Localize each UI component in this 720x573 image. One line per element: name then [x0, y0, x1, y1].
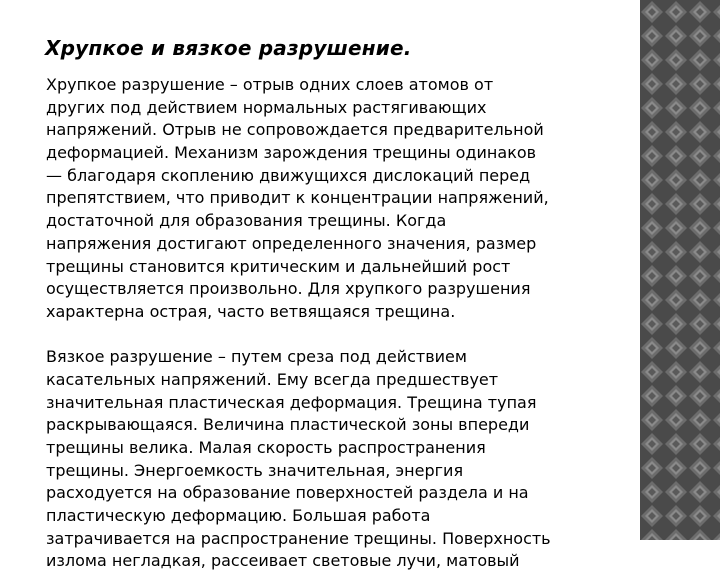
text-line: трещины велика. Малая скорость распространения — [46, 438, 486, 457]
text-line: значительная пластическая деформация. Трещина тупая — [46, 392, 537, 412]
paragraph-brittle-fracture — [46, 74, 626, 324]
text-line: раскрывающаяся. Величина пластической зоны впереди — [46, 415, 530, 435]
text-line: напряжения достигают определенного значения, размер — [46, 233, 537, 253]
paragraph-spacer — [46, 324, 626, 347]
text-line: пластическую деформацию. Большая работа — [46, 506, 431, 526]
slide-body — [46, 74, 626, 573]
text-line: напряжений. Отрыв не сопровождается предварительной — [46, 120, 544, 140]
text-line: осуществляется произвольно. Для хрупкого разрушения — [46, 279, 531, 299]
text-line: расходуется на образование поверхностей раздела и на — [46, 483, 529, 503]
paragraph-ductile-fracture — [46, 346, 626, 573]
text-line: достаточной для образования трещины. Когда — [46, 211, 447, 231]
text-line: трещины. Энергоемкость значительная, энергия — [46, 460, 464, 480]
diamond-pattern-icon — [640, 0, 720, 540]
text-line: — благодаря скоплению движущихся дислокаций перед — [46, 165, 531, 185]
text-line: других под действием нормальных растягивающих — [46, 97, 487, 117]
slide-title: Хрупкое и вязкое разрушение. — [45, 36, 412, 60]
text-line: препятствием, что приводит к концентрации напряжений, — [46, 188, 549, 208]
text-line: излома негладкая, рассеивает световые лучи, матовый — [46, 551, 520, 571]
text-line: характерна острая, часто ветвящаяся трещина. — [46, 301, 456, 321]
text-line: деформацией. Механизм зарождения трещины одинаков — [46, 143, 537, 163]
decorative-pattern-panel — [640, 0, 720, 540]
text-line: Вязкое разрушение – путем среза под действием — [46, 347, 467, 367]
text-line: Хрупкое разрушение – отрыв одних слоев атомов от — [46, 75, 494, 94]
text-line: трещины становится критическим и дальнейший рост — [46, 256, 511, 276]
text-line: затрачивается на распространение трещины. Поверхность — [46, 528, 551, 548]
text-line: касательных напряжений. Ему всегда предшествует — [46, 369, 499, 389]
